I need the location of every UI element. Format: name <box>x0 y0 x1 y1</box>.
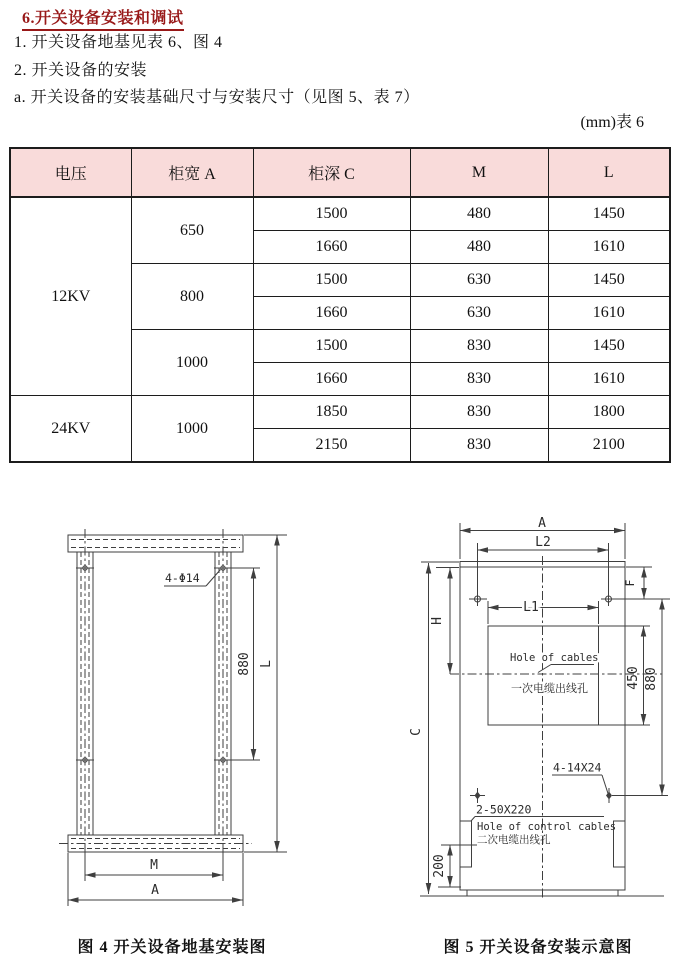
cell-l: 1450 <box>548 197 670 231</box>
table-header-row <box>10 148 670 197</box>
fig5-control-hole-label-en: Hole of control cables <box>477 821 617 833</box>
fig5-top-holes-label: 4-14X24 <box>553 760 602 775</box>
table-row <box>10 197 670 231</box>
cell-m: 830 <box>410 363 548 396</box>
cell-depth: 1500 <box>253 264 410 297</box>
table-row <box>10 396 670 429</box>
cell-width-650: 650 <box>131 197 253 264</box>
cell-width-800: 800 <box>131 264 253 330</box>
fig4-dim-l: L <box>259 660 274 668</box>
cell-depth: 1500 <box>253 197 410 231</box>
fig4-dim-880: 880 <box>237 652 252 676</box>
fig4-hole-label: 4-Φ14 <box>165 571 200 585</box>
cell-depth: 1660 <box>253 363 410 396</box>
cell-m: 480 <box>410 231 548 264</box>
cell-voltage-24kv: 24KV <box>10 396 131 463</box>
cell-width-1000-24kv: 1000 <box>131 396 253 463</box>
fig5-primary-hole-label-en: Hole of cables <box>510 652 599 664</box>
fig4-anchor-holes <box>76 566 232 762</box>
section-heading: 6.开关设备安装和调试 <box>22 5 184 31</box>
fig5-left-control-slot <box>460 821 472 867</box>
table-unit-note: (mm)表 6 <box>580 114 644 131</box>
paragraph-2: 2. 开关设备的安装 <box>14 62 148 79</box>
header-cabinet-depth: 柜深 C <box>253 148 410 197</box>
cell-width-1000-12kv: 1000 <box>131 330 253 396</box>
cell-l: 1610 <box>548 363 670 396</box>
fig5-dim-h: H <box>430 617 445 625</box>
fig5-dim-c: C <box>409 728 424 736</box>
figure5-installation-drawing <box>409 516 670 956</box>
header-voltage: 电压 <box>10 148 131 197</box>
cell-depth: 1660 <box>253 297 410 330</box>
fig5-dim-880: 880 <box>644 667 659 691</box>
cell-m: 830 <box>410 330 548 363</box>
paragraph-1: 1. 开关设备地基见表 6、图 4 <box>14 34 223 51</box>
paragraph-3: a. 开关设备的安装基础尺寸与安装尺寸（见图 5、表 7） <box>14 89 420 106</box>
fig5-dim-a: A <box>538 516 546 531</box>
dimension-table <box>9 147 671 463</box>
cell-l: 1610 <box>548 297 670 330</box>
fig5-primary-hole-label-cn: 一次电缆出线孔 <box>511 683 588 695</box>
cell-m: 630 <box>410 264 548 297</box>
cell-depth: 1660 <box>253 231 410 264</box>
fig5-primary-cable-hole <box>488 626 599 725</box>
header-l: L <box>548 148 670 197</box>
fig5-dim-l1: L1 <box>523 600 539 615</box>
fig5-control-hole-label-cn: 二次电缆出线孔 <box>477 835 551 846</box>
fig5-dim-200: 200 <box>432 854 447 878</box>
fig5-dim-f: F <box>623 579 637 587</box>
fig4-dim-m: M <box>150 858 158 873</box>
fig5-dim-450: 450 <box>626 666 641 690</box>
cell-l: 1800 <box>548 396 670 429</box>
cell-depth: 1850 <box>253 396 410 429</box>
cell-m: 480 <box>410 197 548 231</box>
fig5-dim-l2: L2 <box>535 535 551 550</box>
cell-l: 1610 <box>548 231 670 264</box>
header-cabinet-width: 柜宽 A <box>131 148 253 197</box>
fig5-lower-mounting-holes <box>470 788 612 803</box>
cell-depth: 1500 <box>253 330 410 363</box>
fig4-top-channel <box>68 535 243 552</box>
header-m: M <box>410 148 548 197</box>
figure4-foundation-drawing <box>59 529 287 956</box>
cell-depth: 2150 <box>253 429 410 463</box>
cell-m: 830 <box>410 429 548 463</box>
cell-l: 2100 <box>548 429 670 463</box>
fig5-slot-label: 2-50X220 <box>476 802 532 817</box>
cell-m: 630 <box>410 297 548 330</box>
fig4-dim-a: A <box>151 883 159 898</box>
figure4-caption: 图 4 开关设备地基安装图 <box>77 939 267 956</box>
cell-l: 1450 <box>548 330 670 363</box>
cell-m: 830 <box>410 396 548 429</box>
figure5-caption: 图 5 开关设备安装示意图 <box>443 939 633 956</box>
cell-voltage-12kv: 12KV <box>10 197 131 396</box>
cell-l: 1450 <box>548 264 670 297</box>
technical-figures <box>0 500 680 973</box>
